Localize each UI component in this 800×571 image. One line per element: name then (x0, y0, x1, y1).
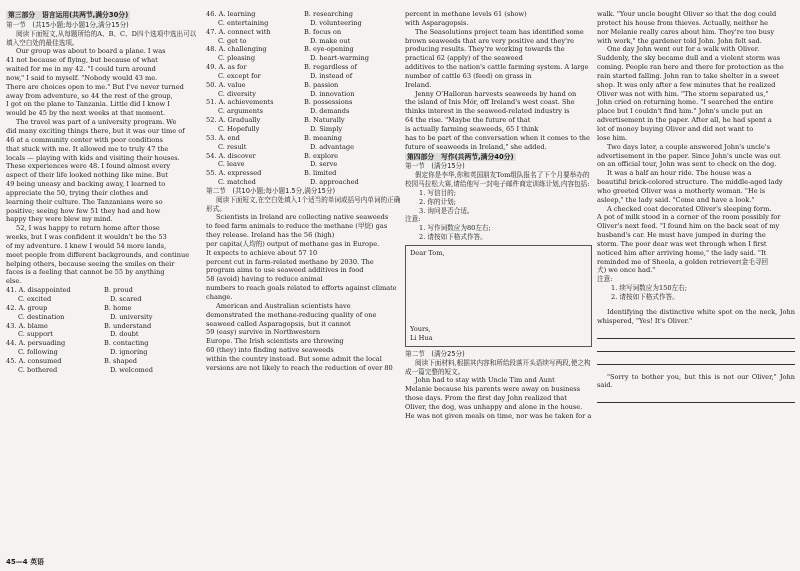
answer-line[interactable] (597, 354, 795, 365)
option-row (206, 10, 402, 19)
letter-box[interactable] (405, 245, 592, 347)
column-3 (405, 10, 592, 421)
text-line: they release. Ireland has the 56 (high) (206, 231, 335, 240)
option-41-D[interactable]: D. scared (110, 295, 142, 303)
option-52-B[interactable]: B. Naturally (304, 116, 345, 125)
text-line: to feed farm animals to reduce the methane (甲烷) gas (206, 222, 388, 231)
text-line: seaweed called Asparagopsis, but it cannot (206, 319, 351, 328)
option-row (206, 143, 402, 152)
text-line: Suddenly, the sky became dull and a violent storm was (597, 54, 781, 63)
answer-line[interactable] (597, 392, 795, 403)
option-55-A[interactable]: 55. A. expressed (206, 169, 262, 178)
text-line: 49 being uneasy and backing away, I learned to (6, 180, 166, 189)
option-41-B[interactable]: B. proud (104, 286, 133, 295)
option-row (206, 178, 402, 187)
option-41-A[interactable]: 41. A. disappointed (6, 286, 71, 295)
text-line: with Asparagopsis. (405, 18, 469, 27)
option-44-C[interactable]: C. following (18, 348, 58, 357)
option-row (206, 98, 402, 107)
text-line: away from adventure, so 44 the rest of the group, (6, 91, 173, 100)
option-51-B[interactable]: B. possessions (304, 98, 353, 107)
point-2: 2. 你的计划; (419, 197, 456, 206)
text-line: future of seaweeds in Ireland," she added. (405, 142, 547, 151)
letter-greeting: Dear Tom, (410, 248, 445, 257)
part2-heading: 第二节 (共10小题;每小题1.5分,满分15分) (206, 186, 336, 195)
option-row (206, 72, 402, 81)
page-number: 45—4 (6, 558, 28, 566)
option-53-B[interactable]: B. meaning (304, 133, 342, 142)
part1-instructions: 阅读下面短文,从每题所给的A、B、C、D四个选项中选出可以填入空白处的最佳选项。 (6, 29, 197, 47)
option-46-D[interactable]: D. volunteering (310, 18, 362, 27)
grammar-passage-b (405, 10, 592, 152)
text-line: has to be part of the conversation when it comes to the (405, 133, 590, 142)
text-line: rain started falling. John ran to take shelter in a sweet (597, 71, 780, 80)
text-line: place but I couldn't find him." John's uncle put an (597, 107, 763, 116)
option-44-D[interactable]: D. ignoring (110, 348, 148, 357)
option-50-B[interactable]: B. passion (304, 80, 339, 89)
text-line: 46 at a community center with poor conditions (6, 135, 163, 144)
option-51-D[interactable]: D. demands (310, 107, 350, 116)
text-line: percent in methane levels 61 (show) (405, 10, 527, 18)
text-line: did many exciting things there, but it was our time of (6, 126, 185, 135)
option-row (206, 45, 402, 54)
text-line: There are choices open to me." But I've never turned (6, 82, 184, 91)
note2-1: 1. 续写词数应为150左右; (611, 284, 687, 293)
page-footer (6, 557, 44, 567)
text-line: lose him. (597, 133, 628, 142)
column-2 (206, 10, 402, 373)
text-line: A checked coat decorated Oliver's sleeping form. (607, 204, 772, 213)
text-line: Oliver's next feed. "I found him on the back seat of my (597, 222, 780, 231)
text-line: coming. People ran here and there for protection as the (597, 63, 784, 72)
option-47-B[interactable]: B. focus on (304, 27, 342, 36)
option-54-C[interactable]: C. leave (218, 160, 245, 169)
text-line: It was a half an hour ride. The house was a (607, 169, 752, 178)
letter-closing: Yours, (410, 325, 431, 334)
text-line: per capita(人均的) output of methane gas in Europe. (206, 239, 380, 248)
option-row (206, 160, 402, 169)
option-row (6, 339, 202, 348)
text-line: else. (6, 277, 22, 286)
option-42-B[interactable]: B. home (104, 303, 132, 312)
text-line: thinks interest in the seaweed-related industry is (405, 107, 570, 116)
option-53-C[interactable]: C. result (218, 142, 247, 151)
text-line: happy they were blew my mind. (6, 215, 113, 224)
option-row (6, 366, 202, 375)
text-line: These experiences were 48. I found almost every (6, 162, 171, 171)
text-line: numbers to reach goals related to efforts against climate (206, 284, 397, 293)
option-48-A[interactable]: 48. A. challenging (206, 45, 267, 54)
option-55-C[interactable]: C. matched (218, 178, 256, 187)
option-43-C[interactable]: C. support (18, 330, 53, 339)
option-50-D[interactable]: D. innovation (310, 89, 355, 98)
option-53-A[interactable]: 53. A. end (206, 133, 240, 142)
text-line: that stuck with me. It allowed me to truly 47 the (6, 144, 169, 153)
text-line: the island of Inis Mór, off Ireland's west coast. She (405, 98, 575, 107)
text-line: those days. From the first day John realized that (405, 394, 567, 403)
option-row (6, 330, 202, 339)
option-52-C[interactable]: C. Hopefully (218, 124, 260, 133)
text-line: asleep," the lady said. "Come and have a look." (597, 195, 755, 204)
text-line: meet people from different backgrounds, and continue (6, 250, 190, 259)
text-line: reminded me of Sheela, a golden retriever(金毛寻回 (597, 257, 769, 266)
text-line: who greeted Oliver was a motherly woman. "He is (597, 186, 766, 195)
writing-part1-heading: 第一节 (满分15分) (405, 162, 465, 171)
option-50-A[interactable]: 50. A. value (206, 80, 246, 89)
option-48-B[interactable]: B. eye-opening (304, 45, 354, 54)
notes2-label: 注意: (597, 275, 613, 284)
option-52-D[interactable]: D. Simply (310, 124, 343, 133)
option-row (6, 295, 202, 304)
story-passage-b (597, 10, 795, 275)
text-line: 59 (easy) survive in Northwestern (206, 328, 321, 337)
text-line: 60 (they) into finding native seaweeds (206, 346, 334, 355)
text-line: helping others, because seeing the smiles on their (6, 259, 175, 268)
text-line: Melanie because his parents were away on business (405, 385, 581, 394)
text-line: advertisement in the paper. After all, he had spent a (597, 116, 772, 125)
text-line: Our group was about to board a plane. I was (16, 47, 166, 56)
text-line: Two days later, a couple answered John's uncle's (607, 142, 770, 151)
text-line: producing results. They're working towards the (405, 45, 565, 54)
option-row (206, 54, 402, 63)
option-54-D[interactable]: D. serve (310, 160, 338, 169)
option-47-C[interactable]: C. get to (218, 36, 247, 45)
text-line: 52, I was happy to return home after those (16, 224, 160, 233)
section3-title: 第三部分 语言运用(共两节,满分30分) (8, 11, 129, 19)
option-49-A[interactable]: 49. A. as for (206, 63, 247, 72)
continuation-prompt-2: "Sorry to bother you, but this is not our Oliver," John said. (597, 372, 795, 390)
option-55-D[interactable]: D. approached (310, 178, 359, 187)
text-line: American and Australian scientists have (216, 301, 351, 310)
option-43-B[interactable]: B. understand (104, 321, 152, 330)
option-row (206, 81, 402, 90)
text-line: 犬) we once had." (597, 266, 656, 275)
text-line: would be 45 by the next weeks at that moment. (6, 109, 166, 118)
option-44-A[interactable]: 44. A. persuading (6, 339, 66, 348)
option-55-B[interactable]: B. limited (304, 169, 337, 178)
text-line: practical 62 (apply) of the seaweed (405, 54, 523, 63)
text-line: I got on the plane to Tanzania. Little did I know I (6, 100, 170, 109)
option-42-D[interactable]: D. university (110, 312, 153, 321)
text-line: Oliver was not with him. "The storm separated us," (597, 89, 769, 98)
option-46-B[interactable]: B. researching (304, 10, 353, 18)
text-line: is actually farming seaweeds, 65 I think (405, 124, 539, 133)
option-45-C[interactable]: C. bothered (18, 365, 58, 374)
option-49-B[interactable]: B. regardless of (304, 63, 357, 72)
text-line: number of cattle 63 (feed) on grass in (405, 71, 532, 80)
note2-2: 2. 请按如下格式作答。 (611, 293, 679, 301)
option-41-C[interactable]: C. excited (18, 295, 52, 303)
writing-part2-heading: 第二节 (满分25分) (405, 349, 465, 358)
text-line: of my adventure. I knew I would 54 more lands, (6, 241, 167, 250)
option-row (206, 152, 402, 161)
text-line: Jenny O'Halloran harvests seaweeds by hand on (415, 89, 577, 98)
subject-label: 英语 (30, 558, 45, 566)
option-49-D[interactable]: D. instead of (310, 71, 353, 80)
writing-part1-instr: 假定你是李华,你和英国朋友Tom组队报名了下个月要举办的校园马拉松大赛,请给他写一封电子邮件商定训练计划,内容包括: (405, 171, 590, 189)
text-line: waited for me in my 42. "I could turn around (6, 65, 156, 74)
text-line: A pot of milk stood in a corner of the room possibly for (597, 213, 781, 222)
option-row (6, 286, 202, 295)
text-line: aspect of their life looked nothing like mine. But (6, 171, 168, 180)
options-46-55 (206, 10, 402, 187)
option-row (206, 28, 402, 37)
option-49-C[interactable]: C. except for (218, 71, 261, 80)
option-row (206, 37, 402, 46)
text-line: on an official tour, John was sent to check on the dog. (597, 160, 777, 169)
option-54-B[interactable]: B. explore (304, 151, 339, 160)
option-row (206, 63, 402, 72)
text-line: percent cut in farm-related methane by 2030. The (206, 257, 374, 266)
option-46-C[interactable]: C. entertaining (218, 18, 269, 27)
text-line: Scientists in Ireland are collecting native seaweeds (216, 213, 389, 222)
option-51-A[interactable]: 51. A. achievements (206, 98, 274, 107)
option-45-D[interactable]: D. welcomed (110, 365, 153, 374)
part1-heading: 第一节 (共15小题;每小题1分,满分15分) (6, 20, 129, 29)
text-line: versions are not likely to reach the reduction of over 80 (206, 363, 393, 372)
text-line: advertisement in the paper. Since John's uncle was out (597, 151, 781, 160)
option-row (206, 169, 402, 178)
option-row (206, 116, 402, 125)
text-line: husband's car. He must have jumped in during the (597, 231, 766, 240)
option-53-D[interactable]: D. advantage (310, 142, 355, 151)
option-row (6, 322, 202, 331)
options-41-45 (6, 286, 202, 374)
text-line: It expects to achieve about 57 10 (206, 248, 318, 257)
text-line: within the country instead. But some admit the local (206, 354, 382, 363)
text-line: brown seaweeds that are very positive and they're (405, 36, 575, 45)
grammar-passage-a (206, 213, 402, 372)
answer-line[interactable] (597, 328, 795, 339)
text-line: now," I said to myself. "Nobody would 43 me. (6, 73, 158, 82)
point-1: 1. 写信目的; (419, 188, 456, 197)
text-line: 58 (avoid) having to reduce animal (206, 275, 323, 284)
text-line: 41 not because of flying, but because of what (6, 56, 158, 65)
letter-name: Li Hua (410, 334, 433, 343)
text-line: nor Melanie really cares about him. They're too busy (597, 27, 775, 36)
option-44-B[interactable]: B. contacting (104, 339, 149, 348)
option-row (6, 304, 202, 313)
option-47-D[interactable]: D. make out (310, 36, 351, 45)
text-line: lot of money buying Oliver and did not want to (597, 124, 754, 133)
option-row (206, 134, 402, 143)
point-3: 3. 询问是否合适。 (419, 206, 474, 215)
option-42-A[interactable]: 42. A. group (6, 303, 48, 312)
text-line: John cried on returning home. "I searched the entire (597, 98, 774, 107)
text-line: protect his house from thieves. Actually, neither he (597, 18, 769, 27)
option-row (6, 348, 202, 357)
text-line: beautiful brick-colored structure. The middle-aged lady (597, 178, 783, 187)
text-line: faces is a feeling that cannot be 55 by anything (6, 268, 165, 277)
section4-title: 第四部分 写作(共两节,满分40分) (407, 152, 514, 161)
column-4 (597, 10, 795, 405)
option-row (206, 90, 402, 99)
option-row (206, 125, 402, 134)
text-line: 64 the rise. "Maybe the future of that (405, 116, 531, 125)
text-line: The travel was part of a university program. We (16, 118, 177, 127)
text-line: with work," the gardener told John. John felt sad. (597, 36, 762, 45)
note-2: 2. 请按如下格式作答。 (419, 233, 487, 242)
text-line: appreciate the 50, trying their clothes and (6, 188, 149, 197)
text-line: One day John went out for a walk with Oliver. (607, 45, 760, 54)
option-42-C[interactable]: C. destination (18, 312, 65, 321)
option-45-A[interactable]: 45. A. consumed (6, 356, 62, 365)
option-47-A[interactable]: 47. A. connect with (206, 27, 271, 36)
text-line: Europe. The Irish scientists are throwing (206, 337, 344, 346)
option-50-C[interactable]: C. diversity (218, 89, 256, 98)
text-line: positive; seeing how few 51 they had and how (6, 206, 161, 215)
notes-label: 注意: (405, 215, 421, 224)
column-1 (6, 10, 202, 375)
option-45-B[interactable]: B. shaped (104, 356, 137, 365)
option-46-A[interactable]: 46. A. learning (206, 10, 256, 18)
text-line: learning their culture. The Tanzanians were so (6, 197, 163, 206)
text-line: weeks, but I was confident it wouldn't be the 53 (6, 233, 167, 242)
text-line: John had to stay with Uncle Tim and Aunt (415, 376, 555, 385)
option-48-C[interactable]: C. pleasing (218, 54, 256, 63)
text-line: Ireland. (405, 80, 432, 89)
part2-instructions: 阅读下面短文,在空白处填入1个适当的单词或括号内单词的正确形式。 (206, 195, 401, 213)
text-line: program aims to use seaweed additives in food (206, 266, 364, 275)
text-line: Oliver, the dog, was unhappy and alone in the house. (405, 403, 583, 411)
option-row (6, 313, 202, 322)
continuation-prompt-1: Identifying the distinctive white spot on the neck, John whispered, "Yes! It's Oliver." (597, 307, 795, 325)
option-row (206, 19, 402, 28)
answer-line[interactable] (597, 341, 795, 352)
option-52-A[interactable]: 52. A. Gradually (206, 116, 261, 125)
option-54-A[interactable]: 54. A. discover (206, 151, 256, 160)
text-line: shop. It was only after a few minutes that he realized (597, 80, 776, 89)
option-row (6, 357, 202, 366)
text-line: storm. The poor dear was wet through when I first (597, 239, 767, 248)
option-43-A[interactable]: 43. A. blame (6, 321, 48, 330)
cloze-passage (6, 47, 202, 286)
option-51-C[interactable]: C. arguments (218, 107, 263, 116)
option-43-D[interactable]: D. doubt (110, 330, 139, 339)
text-line: The Seasolutions project team has identified some (415, 27, 584, 36)
text-line: change. (206, 293, 233, 301)
text-line: He was not given meals on time, nor was he taken for a (405, 411, 592, 420)
option-48-D[interactable]: D. heart-warming (310, 54, 369, 63)
text-line: demonstrated the methane-reducing quality of one (206, 310, 377, 319)
text-line: locals — playing with kids and visiting their houses. (6, 153, 180, 162)
option-row (206, 107, 402, 116)
text-line: walk. "Your uncle bought Oliver so that the dog could (597, 10, 777, 18)
note-1: 1. 写作词数应为80左右; (419, 224, 491, 233)
text-line: additives to the nation's cattle farming system. A large (405, 63, 589, 72)
writing-part2-instr: 阅读下面材料,根据其内容和所给段落开头语续写两段,使之构成一篇完整的短文。 (405, 358, 591, 376)
text-line: noticed him after arriving home," the lady said. "It (597, 248, 767, 257)
story-passage-a (405, 376, 592, 420)
